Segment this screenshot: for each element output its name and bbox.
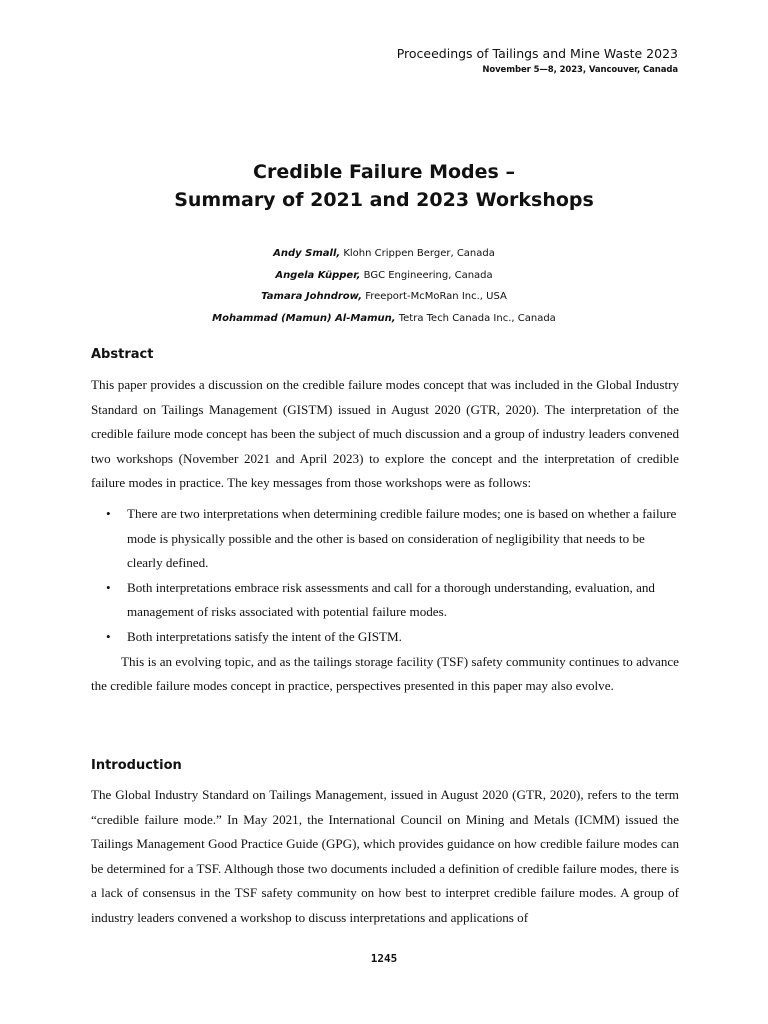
list-item-text: Both interpretations satisfy the intent of the GISTM. [127, 628, 402, 644]
author-name: Andy Small, [273, 248, 341, 259]
author-name: Mohammad (Mamun) Al-Mamun, [212, 313, 396, 325]
author-affiliation: Tetra Tech Canada Inc., Canada [395, 313, 556, 325]
proceedings-title: Proceedings of Tailings and Mine Waste 2023 [396, 46, 678, 61]
bullet-icon: • [106, 505, 111, 521]
abstract-paragraph: This paper provides a discussion on the credible failure modes concept that was included in the Global Industry Standard on Tailings Management (GISTM) issued in August 2020 (GTR, 2020). The interpretation of the credible failure mode concept has been the subject of much discussion and a group of industry leaders convened two workshops (November 2021 and April 2023) to explore the concept and the interpretation of credible failure modes in practice. The key messages from those workshops were as follows: [91, 377, 679, 491]
list-item [91, 576, 679, 625]
list-item-text: Both interpretations embrace risk assessments and call for a thorough understanding, evaluation, and management of risks associated with potential failure modes. [127, 579, 655, 620]
bullet-icon: • [106, 628, 111, 644]
key-messages-list [91, 502, 679, 650]
introduction-heading: Introduction [91, 758, 182, 773]
abstract-body [91, 373, 679, 699]
author-entry [0, 265, 768, 287]
author-list [0, 243, 768, 330]
list-item-text: There are two interpretations when determining credible failure modes; one is based on whether a failure mode is physically possible and the other is based on consideration of negligibility that needs to be clearly defined. [127, 505, 677, 571]
running-header [397, 44, 678, 76]
introduction-body [91, 783, 679, 931]
list-item [91, 625, 679, 650]
author-affiliation: Freeport-McMoRan Inc., USA [362, 291, 507, 303]
author-name: Angela Küpper, [275, 269, 361, 281]
introduction-paragraph: The Global Industry Standard on Tailings Management, issued in August 2020 (GTR, 2020), refers to the term “credible failure mode.” In May 2021, the International Council on Mining and Metals (ICMM) issued the Tailings Management Good Practice Guide (GPG), which provides guidance on how credible failure modes can be determined for a TSF. Although those two documents included a definition of credible failure modes, there is a lack of consensus in the TSF safety community on how best to interpret credible failure modes. A group of industry leaders convened a workshop to discuss interpretations and applications of [91, 787, 679, 925]
author-affiliation: BGC Engineering, Canada [360, 269, 493, 281]
title-line-1: Credible Failure Modes – [253, 161, 515, 183]
author-entry [0, 243, 768, 265]
abstract-closing-paragraph: This is an evolving topic, and as the tailings storage facility (TSF) safety community continues to advance the credible failure modes concept in practice, perspectives presented in this paper may also evolve. [91, 653, 679, 694]
title-line-2: Summary of 2021 and 2023 Workshops [174, 189, 594, 211]
author-affiliation: Klohn Crippen Berger, Canada [340, 248, 495, 259]
author-entry [0, 286, 768, 308]
list-item [91, 502, 679, 576]
conference-dates-location: November 5—8, 2023, Vancouver, Canada [482, 65, 678, 75]
author-entry [0, 308, 768, 330]
paper-title [0, 158, 768, 214]
abstract-heading: Abstract [91, 347, 154, 362]
page-number: 1245 [370, 952, 398, 965]
bullet-icon: • [106, 579, 111, 595]
author-name: Tamara Johndrow, [261, 291, 363, 303]
